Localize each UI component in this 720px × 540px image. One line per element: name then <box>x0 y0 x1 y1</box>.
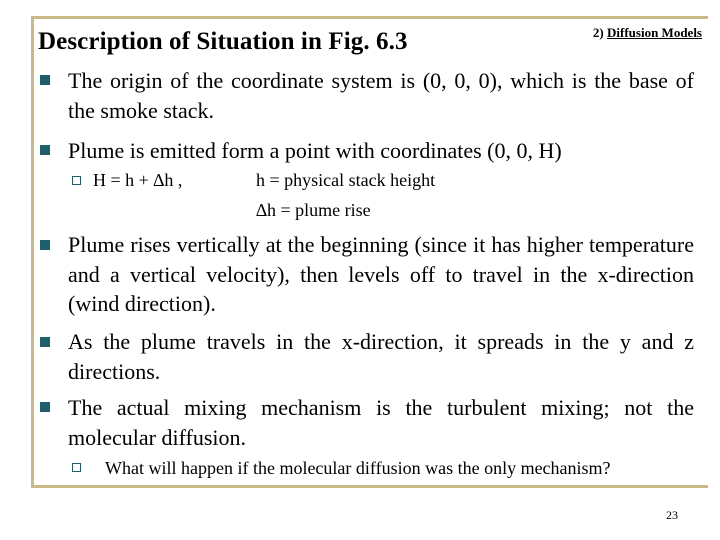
bullet-marker <box>40 240 50 250</box>
sub-bullet-marker <box>72 176 81 185</box>
bullet-marker <box>40 402 50 412</box>
bullet-marker <box>40 75 50 85</box>
definition-stack-height: h = physical stack height <box>256 170 436 190</box>
page-number: 23 <box>666 508 678 522</box>
bullet-text-plume-rise: Plume rises vertically at the beginning (since it has higher temperature and a vertical velocity), then levels off to travel in the x-direction (wind direction). <box>68 232 694 316</box>
bullet-text-origin: The origin of the coordinate system is (0, 0, 0), which is the base of the smoke stack. <box>68 68 694 123</box>
section-number: 2) <box>592 25 604 40</box>
sub-bullet-marker <box>72 463 81 472</box>
bullet-text-plume-point: Plume is emitted form a point with coordinates (0, 0, H) <box>68 138 562 163</box>
left-border-line <box>31 16 34 488</box>
section-link[interactable]: Diffusion Models <box>607 25 702 40</box>
bottom-border-line <box>31 485 708 488</box>
bullet-text-mixing: The actual mixing mechanism is the turbulent mixing; not the molecular diffusion. <box>68 395 694 450</box>
bullet-text-spreading: As the plume travels in the x-direction, it spreads in the y and z directions. <box>68 329 694 384</box>
bullet-marker <box>40 337 50 347</box>
bullet-marker <box>40 145 50 155</box>
formula-text: H = h + ∆h , <box>93 170 183 190</box>
question-text: What will happen if the molecular diffusion was the only mechanism? <box>105 458 611 478</box>
definition-plume-rise: ∆h = plume rise <box>256 200 371 220</box>
section-label <box>593 25 702 41</box>
slide-title: Description of Situation in Fig. 6.3 <box>38 28 408 55</box>
top-border-line <box>31 16 708 19</box>
